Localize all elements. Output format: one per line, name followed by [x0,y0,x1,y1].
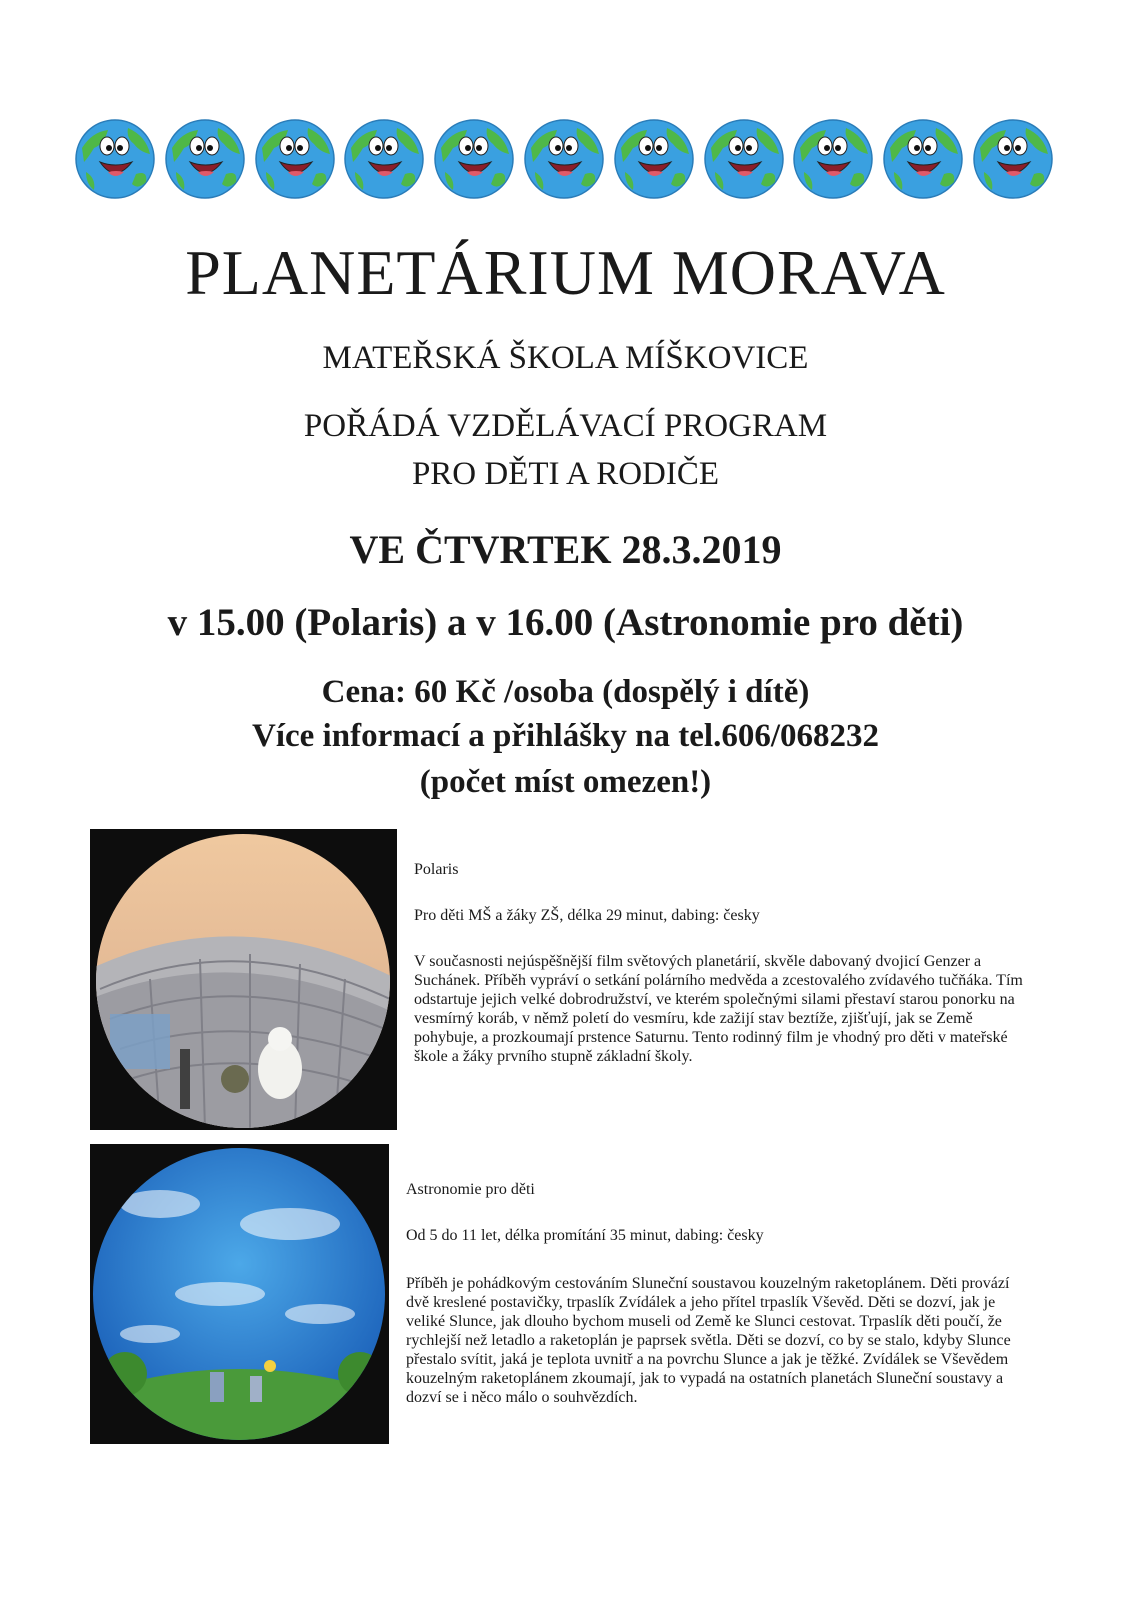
smiling-earth-icon [523,118,605,200]
organizer: MATEŘSKÁ ŠKOLA MÍŠKOVICE [322,340,809,376]
program-line-1: POŘÁDÁ VZDĚLÁVACÍ PROGRAM [303,408,828,444]
page-title: PLANETÁRIUM MORAVA [185,237,946,308]
film-description-astronomy: Příběh je pohádkovým cestováním Sluneční soustavou kouzelným raketoplánem. Děti provází dvě kreslené postavičky, trpaslík Zvídálek a jeho přítel trpaslík Vševěd. Děti se dozví, jak je veliké Slunce, jak dlouho bychom museli od Země ke Slunci cestovat. Trpaslík děti poučí, že rychlejší než letadlo a raketoplán je paprsek světla. Děti se dozví, co by se stalo, kdyby Slunce přestalo svítit, jaká je teplota uvnitř a na povrchu Slunce a jak je těžké. Zvídálek se Vševědem kouzelným raketoplánem zkoumají, jak to vypadá na ostatních planetách Sluneční soustavy a dozví se i něco málo o souhvězdích. [406,1275,1011,1406]
film-subtitle-astronomy: Od 5 do 11 let, délka promítání 35 minut, dabing: česky [406,1227,764,1244]
polaris-image [90,829,397,1130]
film-title-astronomy: Astronomie pro děti [406,1181,535,1198]
smiling-earth-icon [254,118,336,200]
smiling-earth-icon [164,118,246,200]
smiling-earth-icon [613,118,695,200]
capacity-note: (počet míst omezen!) [419,764,712,800]
globe-row [74,118,1054,200]
event-date: VE ČTVRTEK 28.3.2019 [349,527,782,572]
film-subtitle-polaris: Pro děti MŠ a žáky ZŠ, délka 29 minut, dabing: česky [414,907,760,924]
program-line-2: PRO DĚTI A RODIČE [411,456,720,492]
film-title-polaris: Polaris [414,861,459,878]
smiling-earth-icon [972,118,1054,200]
event-price: Cena: 60 Kč /osoba (dospělý i dítě) [321,674,810,710]
smiling-earth-icon [433,118,515,200]
smiling-earth-icon [343,118,425,200]
event-times: v 15.00 (Polaris) a v 16.00 (Astronomie pro děti) [167,601,964,644]
film-description-polaris: V současnosti nejúspěšnější film světových planetárií, skvěle dabovaný dvojicí Genzer a Suchánek. Příběh vypráví o setkání polárního medvěda a zcestovalého zvídavého tučňáka. Tím odstartuje jejich velké dobrodružství, ve kterém společnými silami přestaví starou ponorku na vesmírný koráb, v němž poletí do vesmíru, kde zažijí stav beztíže, zjišťují, jak se Země pohybuje, a prozkoumají prstence Saturnu. Tento rodinný film je vhodný pro děti v mateřské škole a žáky prvního stupně základní školy. [414,953,1023,1065]
astronomy-for-kids-image [90,1144,389,1444]
smiling-earth-icon [74,118,156,200]
contact-info: Více informací a přihlášky na tel.606/068232 [252,718,879,754]
smiling-earth-icon [792,118,874,200]
smiling-earth-icon [882,118,964,200]
smiling-earth-icon [703,118,785,200]
